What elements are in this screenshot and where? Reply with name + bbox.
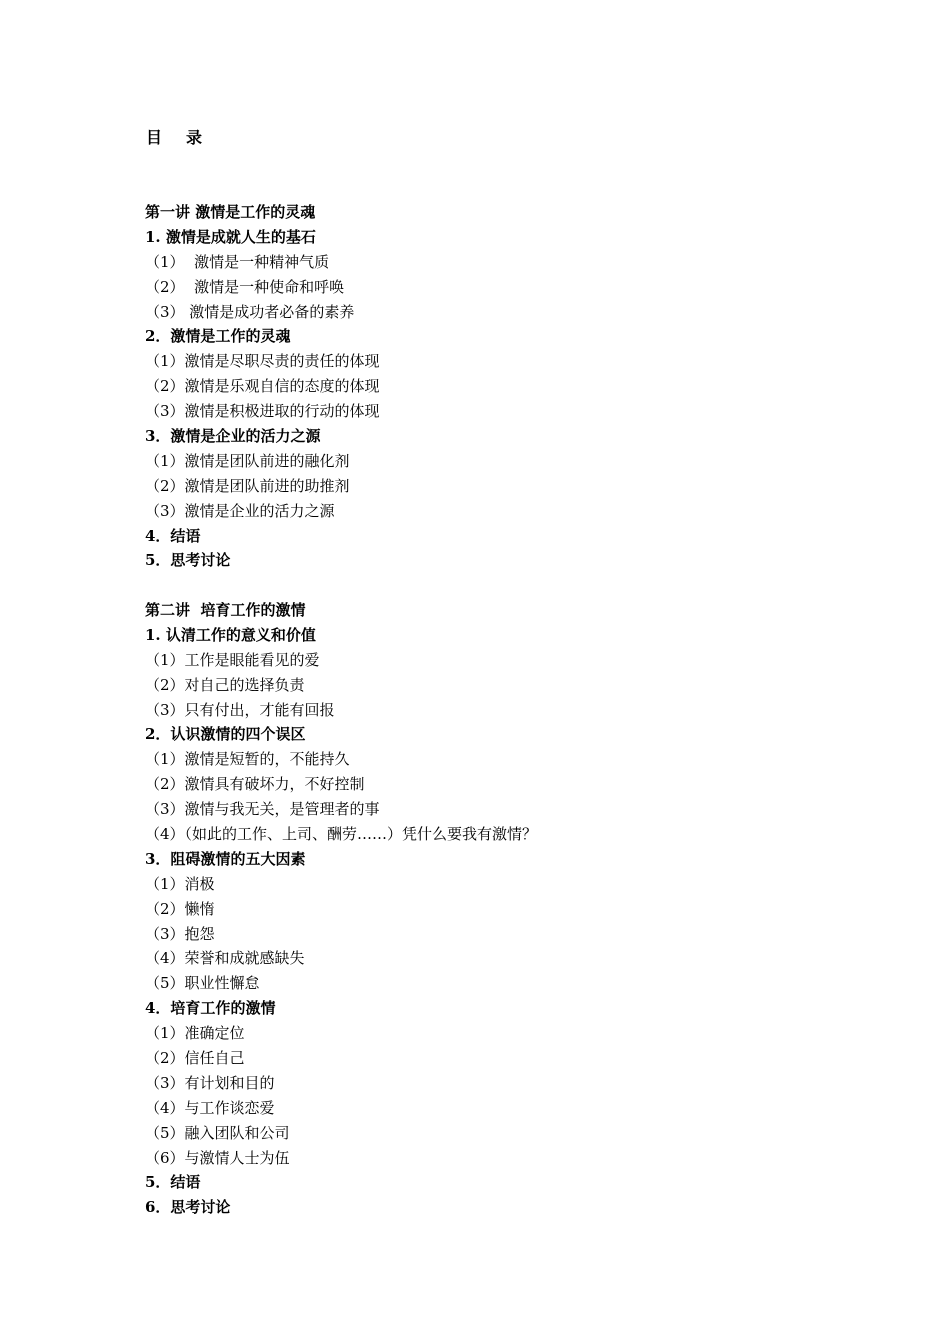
- toc-item: （2）对自己的选择负责: [145, 675, 305, 694]
- toc-subheading: 3．激情是企业的活力之源: [145, 427, 321, 446]
- toc-subheading: 3．阻碍激情的五大因素: [145, 849, 306, 868]
- toc-item: （1）消极: [145, 874, 215, 893]
- toc-item: （5）职业性懈怠: [145, 974, 260, 993]
- toc-item: （1） 激情是一种精神气质: [145, 252, 330, 271]
- toc-title-char-2: 录: [186, 128, 203, 147]
- toc-item: （6）与激情人士为伍: [145, 1148, 290, 1167]
- toc-item: （3）只有付出，才能有回报: [145, 700, 335, 719]
- toc-title-char-1: 目: [146, 128, 163, 147]
- toc-subheading: 4．结语: [145, 526, 201, 545]
- toc-subheading: 6．思考讨论: [145, 1198, 231, 1217]
- toc-subheading: 2．认识激情的四个误区: [145, 725, 306, 744]
- toc-subheading: 2．激情是工作的灵魂: [145, 327, 291, 346]
- toc-item: （2）激情是团队前进的助推剂: [145, 476, 350, 495]
- lecture-section-2: [145, 598, 845, 1220]
- toc-subheading: 4．培育工作的激情: [145, 999, 276, 1018]
- toc-title: [146, 126, 202, 150]
- toc-item: （3）激情是企业的活力之源: [145, 501, 335, 520]
- toc-item: （3）有计划和目的: [145, 1073, 275, 1092]
- toc-item: （2）激情是乐观自信的态度的体现: [145, 377, 380, 396]
- toc-subheading: 1. 认清工作的意义和价值: [145, 625, 316, 644]
- toc-item: （4）与工作谈恋爱: [145, 1098, 275, 1117]
- lecture-section-1: [145, 200, 845, 573]
- toc-subheading: 1. 激情是成就人生的基石: [145, 227, 316, 246]
- toc-subheading: 5．结语: [145, 1173, 201, 1192]
- toc-item: （3） 激情是成功者必备的素养: [145, 302, 355, 321]
- toc-item: （2）懒惰: [145, 899, 215, 918]
- lecture-heading: 第二讲 培育工作的激情: [145, 601, 306, 619]
- toc-subheading: 5．思考讨论: [145, 551, 231, 570]
- toc-item: （5）融入团队和公司: [145, 1123, 290, 1142]
- toc-item: （1）激情是尽职尽责的责任的体现: [145, 352, 380, 371]
- toc-item: （2）激情具有破坏力，不好控制: [145, 775, 365, 794]
- toc-item: （2）信任自己: [145, 1049, 245, 1068]
- toc-item: （2） 激情是一种使命和呼唤: [145, 277, 345, 296]
- toc-item: （3）激情是积极进取的行动的体现: [145, 402, 380, 421]
- toc-item: （3）激情与我无关，是管理者的事: [145, 800, 380, 819]
- lecture-heading: 第一讲 激情是工作的灵魂: [145, 203, 316, 221]
- toc-item: （1）激情是短暂的，不能持久: [145, 750, 350, 769]
- toc-item: （1）激情是团队前进的融化剂: [145, 451, 350, 470]
- toc-item: （1）工作是眼能看见的爱: [145, 650, 320, 669]
- toc-item: （1）准确定位: [145, 1024, 245, 1043]
- toc-item: （3）抱怨: [145, 924, 215, 943]
- toc-item: （4）（如此的工作、上司、酬劳……）凭什么要我有激情？: [145, 825, 538, 844]
- toc-item: （4）荣誉和成就感缺失: [145, 949, 305, 968]
